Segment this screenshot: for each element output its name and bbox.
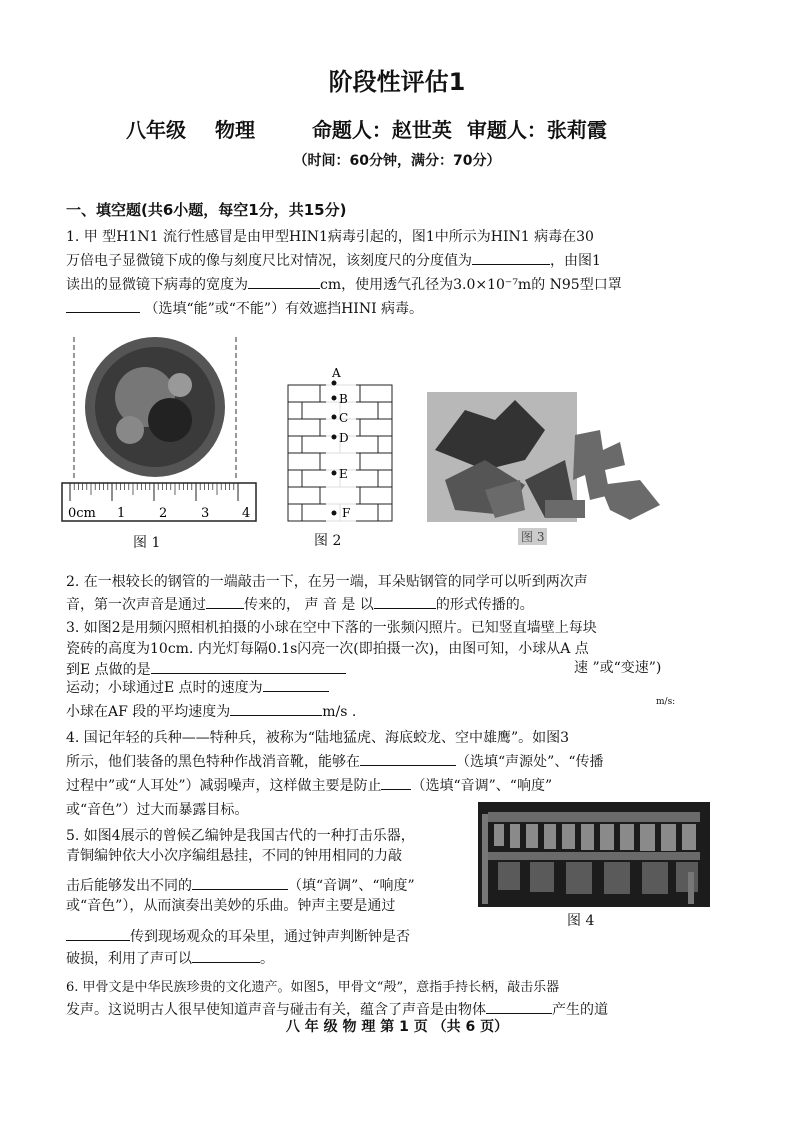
ruler-label-4: 4 <box>242 506 251 521</box>
q1-line3: 读出的显微镜下病毒的宽度为 cm，使用透气孔径为3.0×10⁻⁷m的 N95型口罩 <box>66 274 622 294</box>
ball-label-a: A <box>332 366 341 380</box>
q5-line2: 青铜编钟依大小次序编组悬挂，不同的钟用相同的力敲 <box>66 848 402 864</box>
figure-1-caption: 图 1 <box>133 535 161 551</box>
ball-label-e: E <box>339 467 348 481</box>
ball-label-b: B <box>339 392 348 406</box>
reviewer-label: 审题人：张莉霞 <box>466 118 607 142</box>
ruler-label-3: 3 <box>201 506 210 521</box>
q3-line4: 运动；小球通过E 点时的速度为 <box>66 677 329 697</box>
q5-line4: 或“音色”），从而演奏出美妙的乐曲。钟声主要是通过 <box>66 898 396 914</box>
q2-blank-2[interactable] <box>374 594 436 609</box>
q4-line2: 所示，他们装备的黑色特种作战消音靴，能够在 （选填“声源处”、“传播 <box>66 751 603 771</box>
q4-blank-2[interactable] <box>381 775 411 790</box>
q5-line5: 传到现场观众的耳朵里，通过钟声判断钟是否 <box>66 926 410 946</box>
q3-blank-1[interactable] <box>151 659 346 674</box>
q1-line1: 1. 甲 型H1N1 流行性感冒是由甲型HIN1病毒引起的，图1中所示为HIN1 病毒在30 <box>66 229 594 245</box>
page-title: 阶段性评估1 <box>328 68 466 96</box>
section-heading: 一、填空题(共6小题，每空1分，共15分) <box>66 201 347 219</box>
figure-2-caption: 图 2 <box>314 533 342 549</box>
q5-blank-2[interactable] <box>66 926 130 941</box>
figure-3-caption: 图 3 <box>518 528 547 545</box>
q3-line2: 瓷砖的高度为10cm. 内光灯每隔0.1s闪亮一次(即拍摄一次)，由图可知，小球从A 点 <box>66 641 589 657</box>
page-footer: 八 年 级 物 理 第 1 页 （共 6 页） <box>285 1019 509 1035</box>
ball-e <box>332 471 337 476</box>
q1-line2: 万倍电子显微镜下成的像与刻度尺比对情况，该刻度尺的分度值为 ，由图1 <box>66 250 601 270</box>
ball-a <box>332 381 337 386</box>
subject-label: 物理 <box>214 118 255 142</box>
q3-blank-3[interactable] <box>230 701 322 716</box>
q4-line4: 或“音色”）过大而暴露目标。 <box>66 802 249 818</box>
q6-blank-1[interactable] <box>486 999 552 1014</box>
q1-line4: （选填“能”或“不能”）有效遮挡HINI 病毒。 <box>66 298 423 318</box>
q2-line1: 2. 在一根较长的钢管的一端敲击一下，在另一端，耳朵贴钢管的同学可以听到两次声 <box>66 574 588 590</box>
exam-time-info: （时间：60分钟，满分：70分） <box>293 153 501 169</box>
q5-line3: 击后能够发出不同的 （填“音调”、“响度” <box>66 875 415 895</box>
ball-b <box>332 396 337 401</box>
q1-blank-2[interactable] <box>248 274 320 289</box>
q4-line1: 4. 国记年轻的兵种——特种兵，被称为“陆地猛虎、海底蛟龙、空中雄鹰”。如图3 <box>66 730 570 746</box>
q5-line6: 破损，利用了声可以 。 <box>66 948 274 968</box>
q6-line1: 6. 甲骨文是中华民族珍贵的文化遗产。如图5，甲骨文“殸”，意指手持长柄，敲击乐器 <box>66 980 560 995</box>
ball-label-f: F <box>342 506 351 520</box>
ruler-label-1: 1 <box>117 506 126 521</box>
q3-line3-tail: 速 ”或“变速”) <box>574 660 662 676</box>
q3-line5: 小球在AF 段的平均速度为 m/s . <box>66 701 356 721</box>
q3-unit-small: m/s: <box>656 697 676 707</box>
ruler-label-2: 2 <box>159 506 168 521</box>
grade-label: 八年级 <box>126 118 186 142</box>
figure-2 <box>280 365 400 525</box>
q4-line3: 过程中”或“人耳处”）减弱噪声，这样做主要是防止 （选填“音调”、“响度” <box>66 775 552 795</box>
q1-blank-1[interactable] <box>472 250 550 265</box>
q2-line2: 音，第一次声音是通过 传来的， 声 音 是 以 的形式传播的。 <box>66 594 534 614</box>
figure-1 <box>60 335 260 530</box>
ball-f <box>332 511 337 516</box>
q6-line2: 发声。这说明古人很早使知道声音与碰击有关，蕴含了声音是由物体 产生的道 <box>66 999 608 1019</box>
ruler-label-0: 0cm <box>68 506 96 521</box>
q3-line1: 3. 如图2是用频闪照相机拍摄的小球在空中下落的一张频闪照片。已知竖直墙壁上每块 <box>66 620 597 636</box>
q1-blank-3[interactable] <box>66 298 140 313</box>
q5-line1: 5. 如图4展示的曾候乙编钟是我国古代的一种打击乐器， <box>66 828 415 844</box>
ball-label-d: D <box>339 431 349 445</box>
q5-blank-3[interactable] <box>192 948 260 963</box>
figure-3 <box>425 390 670 550</box>
author-label: 命题人：赵世英 <box>311 118 452 142</box>
q2-blank-1[interactable] <box>206 594 244 609</box>
q3-blank-2[interactable] <box>263 677 329 692</box>
q5-blank-1[interactable] <box>192 875 288 890</box>
q3-line3: 到E 点做的是 <box>66 659 346 679</box>
figure-4-caption: 图 4 <box>567 913 595 929</box>
ball-d <box>332 435 337 440</box>
ball-c <box>332 415 337 420</box>
ball-label-c: C <box>339 411 349 425</box>
figure-4 <box>478 802 710 907</box>
exam-subtitle <box>126 114 629 143</box>
q4-blank-1[interactable] <box>360 751 456 766</box>
